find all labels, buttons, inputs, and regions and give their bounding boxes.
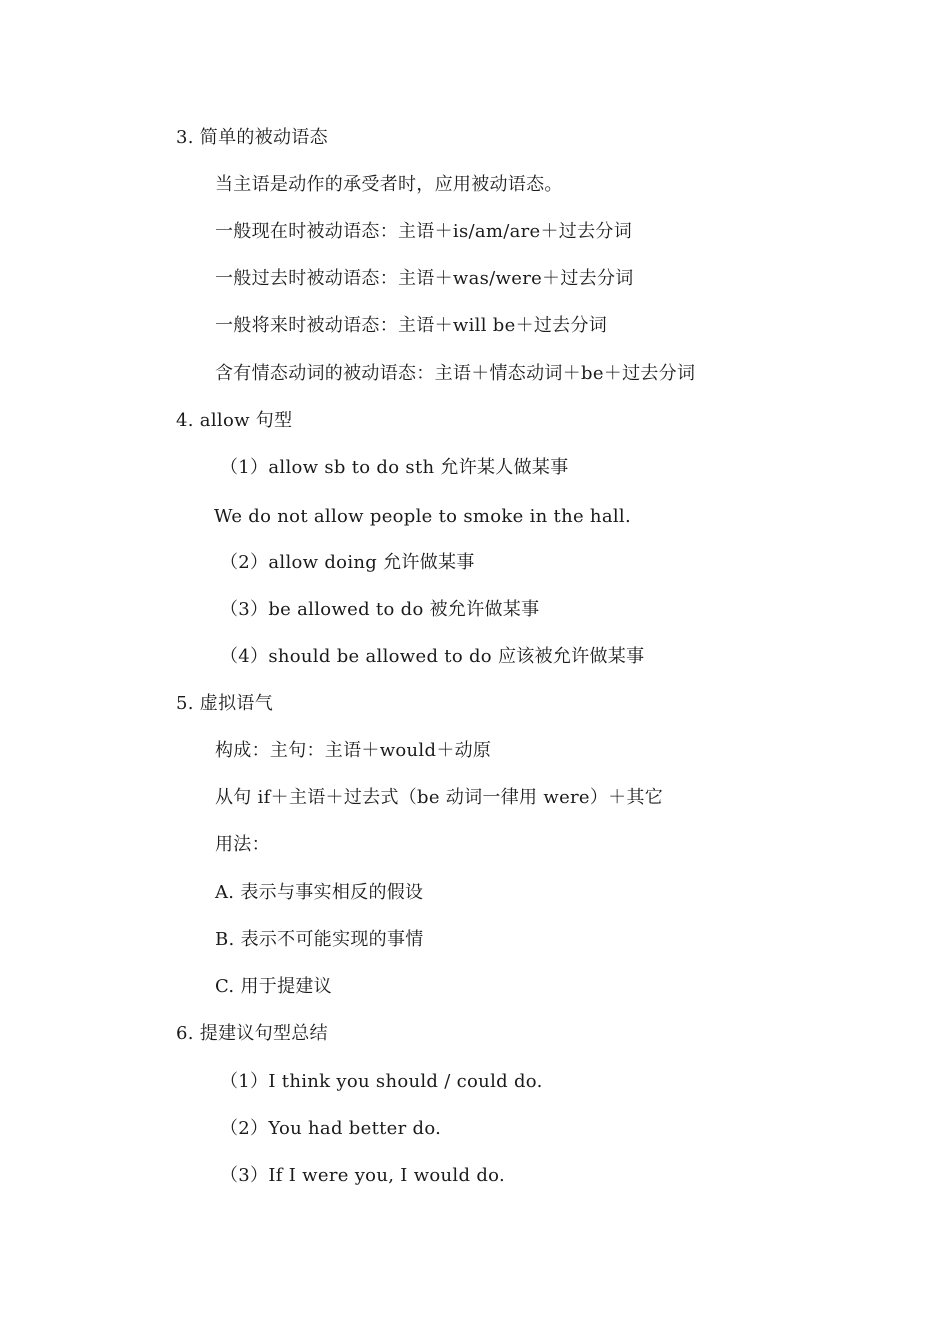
text-line: （1）I think you should / could do. bbox=[220, 1071, 543, 1092]
text-line: （2）You had better do. bbox=[220, 1118, 442, 1139]
section-heading-passive-voice: 3. 简单的被动语态 bbox=[176, 127, 328, 148]
section-heading-allow: 4. allow 句型 bbox=[176, 410, 293, 431]
text-line: 含有情态动词的被动语态：主语＋情态动词＋be＋过去分词 bbox=[215, 363, 696, 384]
example-sentence: We do not allow people to smoke in the hall. bbox=[214, 506, 631, 527]
text-line: 从句 if＋主语＋过去式（be 动词一律用 were）＋其它 bbox=[215, 787, 664, 808]
text-line: 一般现在时被动语态：主语＋is/am/are＋过去分词 bbox=[215, 221, 633, 242]
text-line: （3）If I were you, I would do. bbox=[220, 1165, 505, 1186]
section-heading-subjunctive: 5. 虚拟语气 bbox=[176, 693, 273, 714]
text-line: 用法： bbox=[215, 834, 270, 855]
text-line: （4）should be allowed to do 应该被允许做某事 bbox=[220, 646, 645, 667]
text-line: 一般将来时被动语态：主语＋will be＋过去分词 bbox=[215, 315, 608, 336]
text-line: B. 表示不可能实现的事情 bbox=[215, 929, 424, 950]
text-line: （1）allow sb to do sth 允许某人做某事 bbox=[220, 457, 569, 478]
text-line: 构成：主句：主语＋would＋动原 bbox=[215, 740, 492, 761]
text-line: C. 用于提建议 bbox=[215, 976, 332, 997]
text-line: A. 表示与事实相反的假设 bbox=[215, 882, 424, 903]
text-line: （2）allow doing 允许做某事 bbox=[220, 552, 475, 573]
section-heading-suggestions: 6. 提建议句型总结 bbox=[176, 1023, 328, 1044]
text-line: 当主语是动作的承受者时，应用被动语态。 bbox=[215, 174, 563, 195]
text-line: （3）be allowed to do 被允许做某事 bbox=[220, 599, 540, 620]
text-line: 一般过去时被动语态：主语＋was/were＋过去分词 bbox=[215, 268, 634, 289]
